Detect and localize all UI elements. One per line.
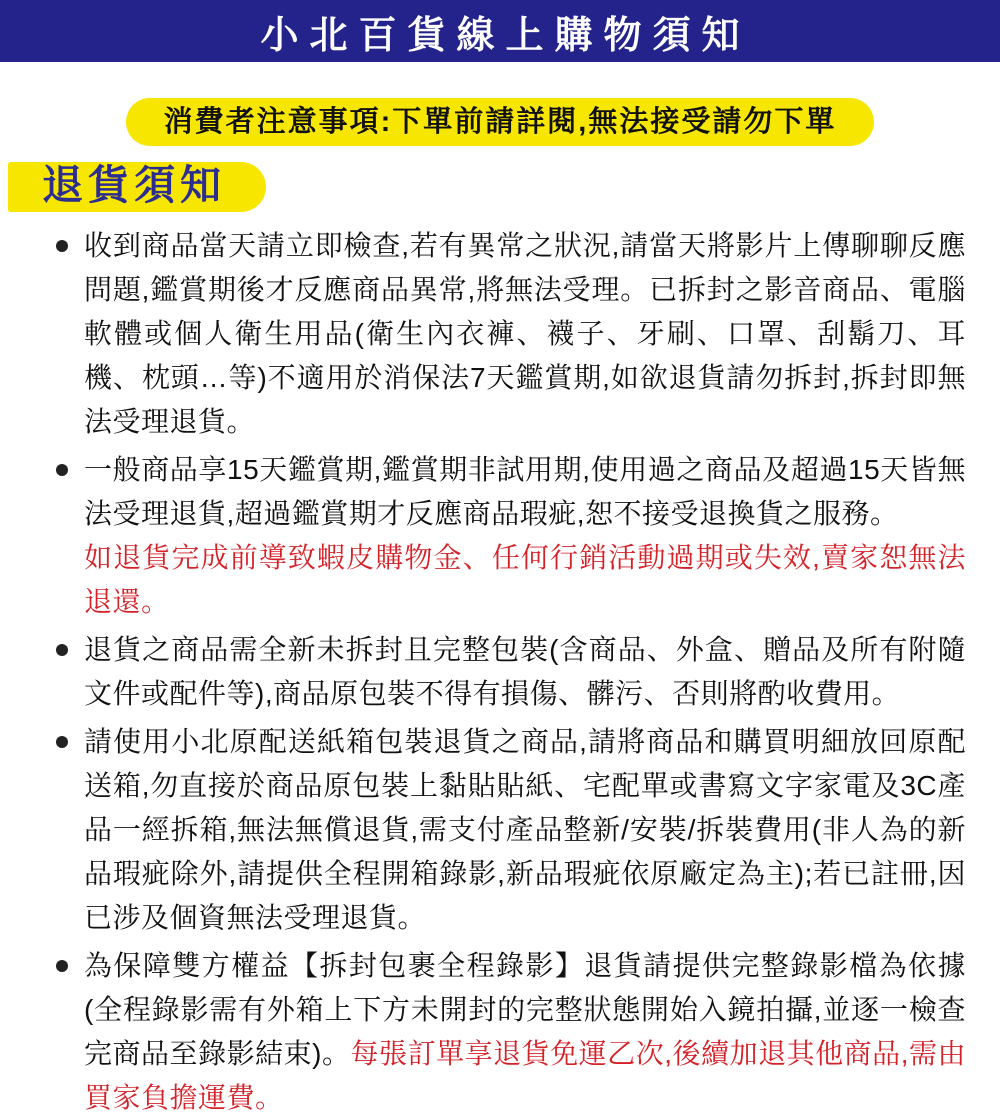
alert-text: 每張訂單享退貨免運乙次,後續加退其他商品,需由買家負擔運費。 (84, 1038, 967, 1113)
page-title: 小北百貨線上購物須知 (260, 14, 751, 57)
alert-text: 如退貨完成前導致蝦皮購物金、任何行銷活動過期或失效,賣家恕無法退還。 (84, 542, 966, 617)
policy-text: 一般商品享15天鑑賞期,鑑賞期非試用期,使用過之商品及超過15天皆無法受理退貨,超過鑑賞期才反應商品瑕疵,恕不接受退換貨之服務。 (84, 454, 966, 529)
policy-text: 請使用小北原配送紙箱包裝退貨之商品,請將商品和購買明細放回原配送箱,勿直接於商品原包裝上黏貼貼紙、宅配單或書寫文字家電及3C產品一經拆箱,無法無償退貨,需支付產品整新/安裝/拆裝費用(非人為的新品瑕疵除外,請提供全程開箱錄影,新品瑕疵依原廠定為主);若已註冊,因已涉及個資無法受理退貨。 (84, 726, 966, 933)
consumer-notice-bar: 消費者注意事項:下單前請詳閱,無法接受請勿下單 (126, 98, 875, 146)
bullet-text (84, 720, 966, 940)
bullet-dot-icon (56, 464, 68, 476)
bullet-dot-icon (56, 240, 68, 252)
bullet-text (84, 448, 966, 624)
section-title-tag: 退貨須知 (8, 162, 266, 212)
return-policy-list (56, 224, 966, 1120)
list-item (56, 224, 966, 444)
policy-text: 收到商品當天請立即檢查,若有異常之狀況,請當天將影片上傳聊聊反應問題,鑑賞期後才反應商品異常,將無法受理。已拆封之影音商品、電腦軟體或個人衛生用品(衛生內衣褲、襪子、牙刷、口罩、刮鬍刀、耳機、枕頭…等)不適用於消保法7天鑑賞期,如欲退貨請勿拆封,拆封即無法受理退貨。 (84, 230, 966, 437)
bullet-dot-icon (56, 736, 68, 748)
list-item (56, 944, 966, 1120)
bullet-dot-icon (56, 644, 68, 656)
header-banner (0, 0, 1000, 62)
bullet-text (84, 628, 966, 716)
section-header (0, 146, 1000, 212)
bullet-dot-icon (56, 960, 68, 972)
bullet-text (84, 944, 966, 1120)
policy-text: 為保障雙方權益【拆封包裹全程錄影】退貨請提供完整錄影檔為依據(全程錄影需有外箱上下方未開封的完整狀態開始入鏡拍攝,並逐一檢查完商品至錄影結束)。 (84, 950, 966, 1069)
list-item (56, 448, 966, 624)
list-item (56, 720, 966, 940)
list-item (56, 628, 966, 716)
policy-text: 退貨之商品需全新未拆封且完整包裝(含商品、外盒、贈品及所有附隨文件或配件等),商品原包裝不得有損傷、髒污、否則將酌收費用。 (84, 634, 966, 709)
bullet-text (84, 224, 966, 444)
